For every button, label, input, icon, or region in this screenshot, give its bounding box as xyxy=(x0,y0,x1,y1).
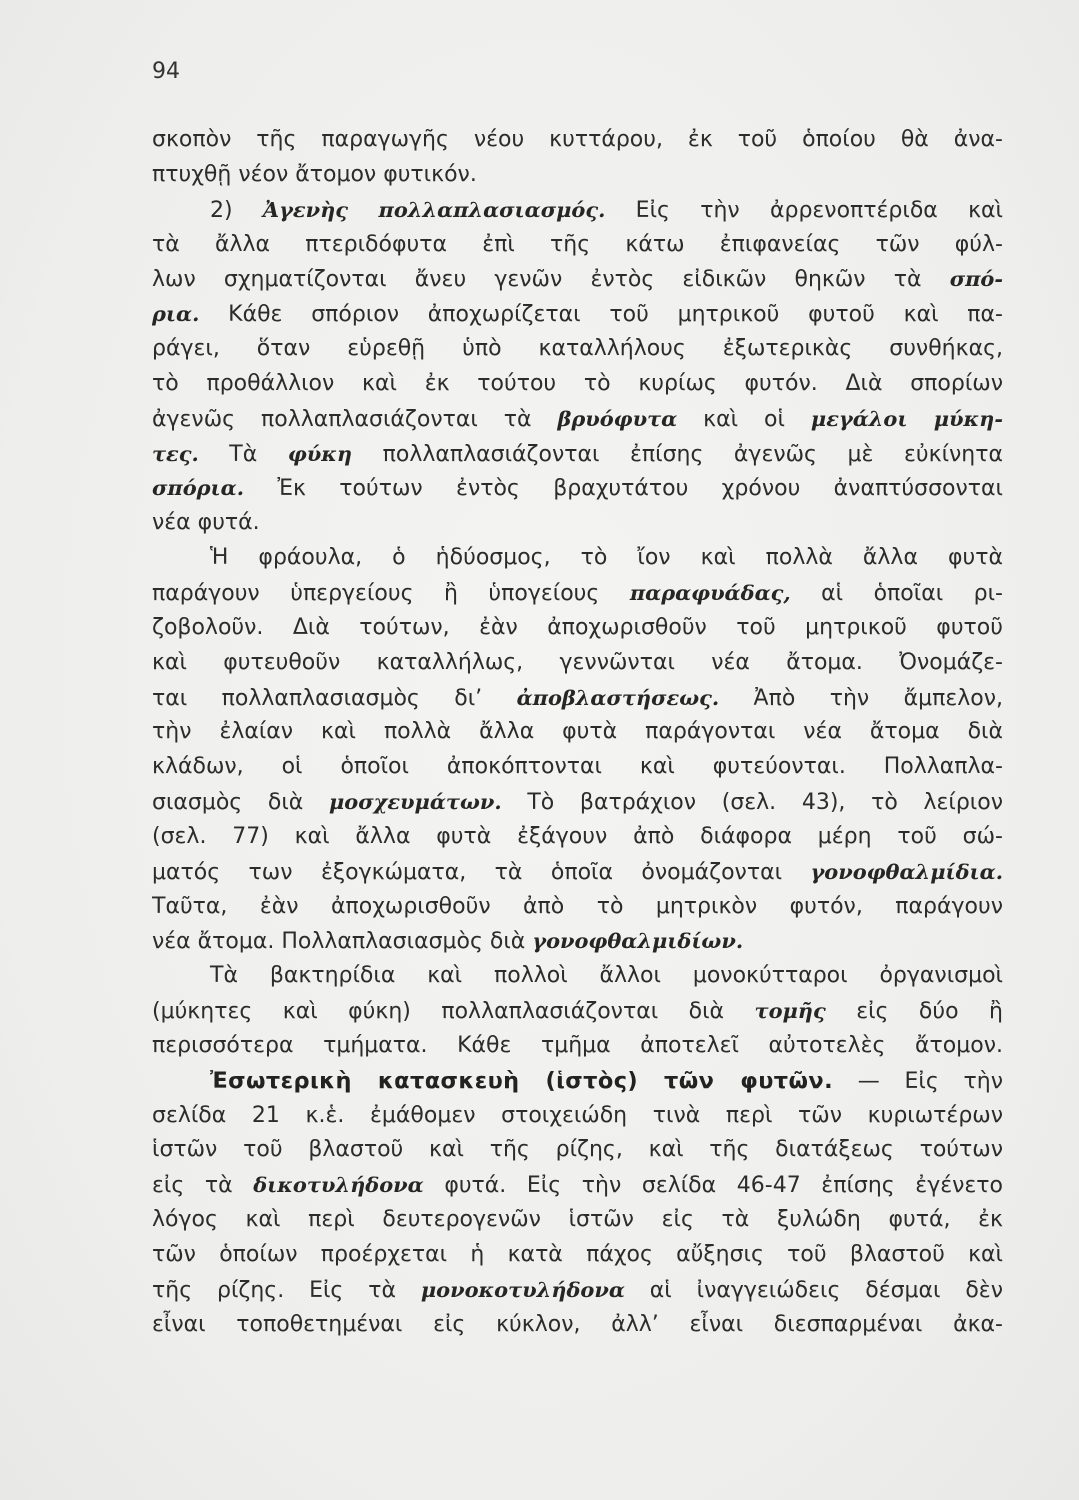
text-run: ματός των ἐξογκώματα, τὰ ὁποῖα ὀνομάζονται xyxy=(152,859,811,885)
text-run: εἰς δύο ἢ xyxy=(825,999,1003,1025)
text-run: σιασμὸς διὰ xyxy=(152,790,329,816)
text-line xyxy=(152,1029,1003,1064)
emphasis-term: ἀποβλαστήσεως. xyxy=(516,684,720,710)
text-run: αἱ ὁποῖαι ρι- xyxy=(790,580,1003,606)
text-line xyxy=(152,1099,1003,1134)
text-line xyxy=(152,332,1003,367)
text-run: τὸ προθάλλιον καὶ ἐκ τούτου τὸ κυρίως φυτόν. Διὰ σπορίων xyxy=(152,370,1003,396)
page-number: 94 xyxy=(152,59,180,84)
text-line xyxy=(152,1133,1003,1168)
body-text xyxy=(152,123,1003,1343)
text-run: τῆς ρίζης. Εἰς τὰ xyxy=(152,1277,421,1303)
text-run: (μύκητες καὶ φύκη) πολλαπλασιάζονται διὰ xyxy=(152,999,755,1025)
text-line xyxy=(152,994,1003,1029)
text-line xyxy=(152,471,1003,506)
text-run: φυτά. Εἰς τὴν σελίδα 46-47 ἐπίσης ἐγένετο xyxy=(423,1173,1003,1199)
text-line xyxy=(152,681,1003,716)
text-run: παράγουν ὑπεργείους ἢ ὑπογείους xyxy=(152,580,630,606)
text-run: Ἡ φράουλα, ὁ ἡδύοσμος, τὸ ἴον καὶ πολλὰ ἄλλα φυτὰ xyxy=(210,545,1003,571)
text-run: ζοβολοῦν. Διὰ τούτων, ἐὰν ἀποχωρισθοῦν τοῦ μητρικοῦ φυτοῦ xyxy=(152,614,1003,640)
emphasis-term: ρια. xyxy=(152,301,200,327)
text-line xyxy=(152,959,1003,994)
text-line xyxy=(152,646,1003,681)
text-line xyxy=(152,785,1003,820)
text-run: τῶν ὁποίων προέρχεται ἡ κατὰ πάχος αὔξησις τοῦ βλαστοῦ καὶ xyxy=(152,1242,1003,1267)
text-run: τὰ ἄλλα πτεριδόφυτα ἐπὶ τῆς κάτω ἐπιφανείας τῶν φύλ- xyxy=(152,231,1003,257)
text-line xyxy=(152,297,1003,332)
text-line xyxy=(152,1308,1003,1343)
text-run: εἶναι τοποθετημέναι εἰς κύκλον, ἀλλ’ εἶναι διεσπαρμέναι ἀκα- xyxy=(152,1311,1003,1337)
text-run: σκοπὸν τῆς παραγωγῆς νέου κυττάρου, ἐκ τοῦ ὁποίου θὰ ἀνα- xyxy=(152,127,1003,152)
text-run: ἱστῶν τοῦ βλαστοῦ καὶ τῆς ρίζης, καὶ τῆς διατάξεως τούτων xyxy=(152,1137,1003,1163)
emphasis-term: βρυόφυτα xyxy=(557,405,678,431)
emphasis-term: μοσχευμάτων. xyxy=(328,789,502,815)
text-line xyxy=(152,1273,1003,1308)
text-run: 2) xyxy=(210,197,263,223)
text-run: καὶ οἱ xyxy=(677,406,811,432)
emphasis-term: τομῆς xyxy=(754,998,826,1024)
section-heading: Ἐσωτερικὴ κατασκευὴ (ἱστὸς) τῶν φυτῶν. xyxy=(210,1067,834,1094)
text-run: νέα φυτά. xyxy=(152,510,260,536)
text-run: τὴν ἐλαίαν καὶ πολλὰ ἄλλα φυτὰ παράγονται νέα ἄτομα διὰ xyxy=(152,719,1003,745)
text-line xyxy=(152,1203,1003,1238)
text-line xyxy=(152,576,1003,611)
emphasis-term: παραφυάδας, xyxy=(629,579,791,605)
text-line xyxy=(152,506,1003,541)
emphasis-term: δικοτυλήδονα xyxy=(253,1172,424,1198)
text-run: Εἰς τὴν ἀρρενοπτέριδα καὶ xyxy=(605,197,1003,223)
text-run: λων σχηματίζονται ἄνευ γενῶν ἐντὸς εἰδικῶν θηκῶν τὰ xyxy=(152,267,950,293)
text-run: καὶ φυτευθοῦν καταλλήλως, γεννῶνται νέα ἄτομα. Ὀνομάζε- xyxy=(152,649,1003,675)
text-run: Ταῦτα, ἐὰν ἀποχωρισθοῦν ἀπὸ τὸ μητρικὸν φυτόν, παράγουν xyxy=(152,893,1003,919)
emphasis-term: μονοκοτυλήδονα xyxy=(420,1276,625,1302)
text-run: — Εἰς τὴν xyxy=(833,1068,1003,1094)
text-run: αἱ ἰναγγειώδεις δέσμαι δὲν xyxy=(624,1277,1003,1303)
text-line xyxy=(152,158,1003,193)
text-line xyxy=(152,228,1003,263)
text-line xyxy=(152,750,1003,785)
text-line xyxy=(152,855,1003,890)
text-run: νέα ἄτομα. Πολλαπλασιασμὸς διὰ xyxy=(152,929,533,955)
text-line xyxy=(152,437,1003,472)
text-run: (σελ. 77) καὶ ἄλλα φυτὰ ἐξάγουν ἀπὸ διάφορα μέρη τοῦ σώ- xyxy=(152,823,1003,849)
text-run: πολλαπλασιάζονται ἐπίσης ἀγενῶς μὲ εὐκίνητα xyxy=(352,441,1003,467)
text-line xyxy=(152,1238,1003,1273)
text-line xyxy=(152,924,1003,959)
emphasis-term: τες. xyxy=(152,440,199,466)
text-line xyxy=(152,820,1003,855)
text-run: Τὰ βακτηρίδια καὶ πολλοὶ ἄλλοι μονοκύτταροι ὀργανισμοὶ xyxy=(210,963,1003,989)
text-run: Τὰ xyxy=(198,441,288,467)
text-line xyxy=(152,193,1003,228)
text-run: ἀγενῶς πολλαπλασιάζονται τὰ xyxy=(152,406,558,432)
text-line xyxy=(152,611,1003,646)
emphasis-term: φύκη xyxy=(287,440,353,466)
text-run: σελίδα 21 κ.ἑ. ἐμάθομεν στοιχειώδη τινὰ περὶ τῶν κυριωτέρων xyxy=(152,1102,1003,1128)
text-line xyxy=(152,715,1003,750)
emphasis-term: γονοφθαλμιδίων. xyxy=(532,928,744,954)
text-run: εἰς τὰ xyxy=(152,1173,254,1199)
text-run: Κάθε σπόριον ἀποχωρίζεται τοῦ μητρικοῦ φυτοῦ καὶ πα- xyxy=(199,302,1003,328)
emphasis-term: γονοφθαλμίδια. xyxy=(810,858,1003,884)
text-line xyxy=(152,402,1003,437)
text-line xyxy=(152,367,1003,402)
text-run: Τὸ βατράχιον (σελ. 43), τὸ λείριον xyxy=(501,790,1003,816)
text-line xyxy=(152,123,1003,158)
emphasis-term: μεγάλοι μύκη- xyxy=(810,405,1003,431)
text-run: κλάδων, οἱ ὁποῖοι ἀποκόπτονται καὶ φυτεύονται. Πολλαπλα- xyxy=(152,754,1003,780)
text-line xyxy=(152,1064,1003,1099)
text-run: Ἀπὸ τὴν ἄμπελον, xyxy=(719,685,1003,711)
emphasis-term: σπόρια. xyxy=(152,475,244,501)
text-run: περισσότερα τμήματα. Κάθε τμῆμα ἀποτελεῖ αὐτοτελὲς ἄτομον. xyxy=(152,1032,1003,1058)
text-line xyxy=(152,1168,1003,1203)
emphasis-term: Ἀγενὴς πολλαπλασιασμός. xyxy=(262,196,606,222)
emphasis-term: σπό- xyxy=(949,266,1003,292)
text-run: ράγει, ὅταν εὑρεθῇ ὑπὸ καταλλήλους ἐξωτερικὰς συνθήκας, xyxy=(152,336,1003,362)
text-run: πτυχθῇ νέον ἄτομον φυτικόν. xyxy=(152,161,477,187)
text-run: λόγος καὶ περὶ δευτερογενῶν ἱστῶν εἰς τὰ ξυλώδη φυτά, ἐκ xyxy=(152,1207,1003,1233)
text-run: ται πολλαπλασιασμὸς δι’ xyxy=(152,685,517,711)
text-line xyxy=(152,262,1003,297)
text-run: Ἐκ τούτων ἐντὸς βραχυτάτου χρόνου ἀναπτύσσονται xyxy=(243,476,1003,502)
text-line xyxy=(152,890,1003,925)
text-line xyxy=(152,541,1003,576)
